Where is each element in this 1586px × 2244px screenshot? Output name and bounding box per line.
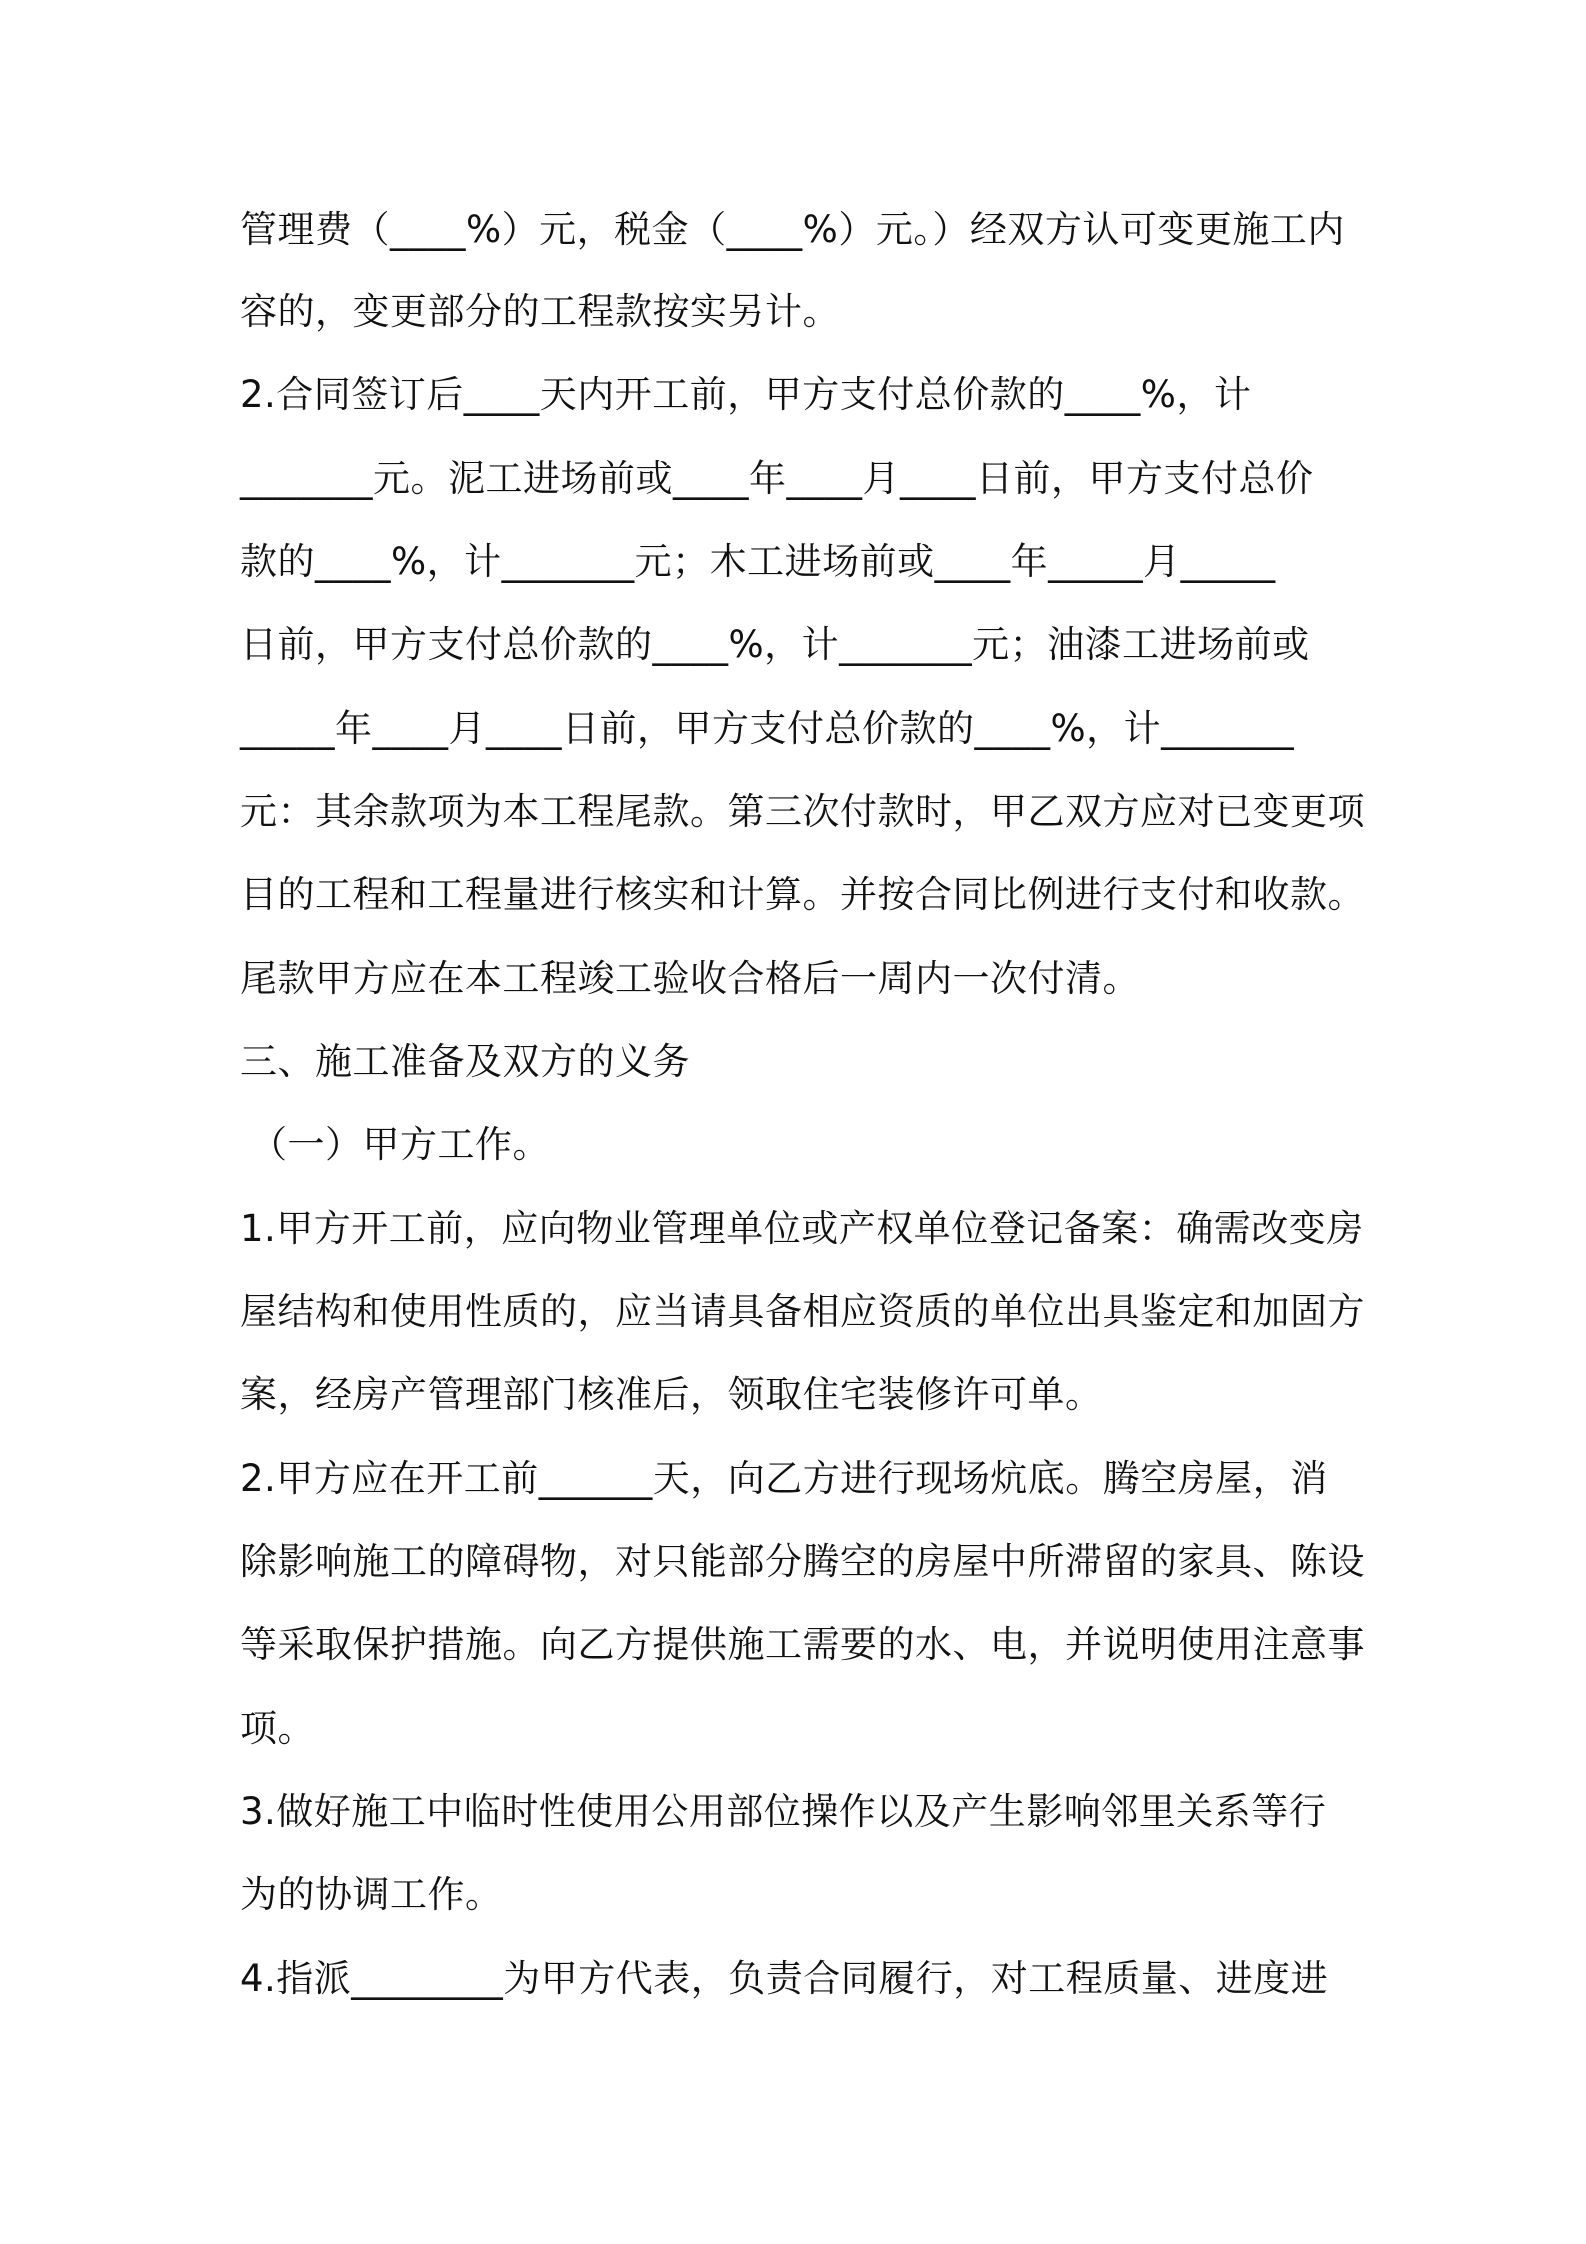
text-line: 为的协调工作。 — [240, 1873, 503, 1916]
text-line: 除影响施工的障碍物，对只能部分腾空的房屋中所滞留的家具、陈设 — [240, 1540, 1365, 1583]
text-line: 目的工程和工程量进行核实和计算。并按合同比例进行支付和收款。 — [240, 873, 1365, 916]
text-line: 尾款甲方应在本工程竣工验收合格后一周内一次付清。 — [240, 957, 1140, 1000]
text-line: 2.甲方应在开工前______天，向乙方进行现场炕底。腾空房屋，消 — [240, 1457, 1328, 1500]
text-line: 4.指派________为甲方代表，负责合同履行，对工程质量、进度进 — [240, 1957, 1329, 2000]
section-heading: 三、施工准备及双方的义务 — [240, 1040, 690, 1083]
text-line: 元：其余款项为本工程尾款。第三次付款时，甲乙双方应对已变更项 — [240, 790, 1365, 833]
text-line: 项。 — [240, 1707, 315, 1750]
text-line: 案，经房产管理部门核准后，领取住宅装修许可单。 — [240, 1373, 1103, 1416]
text-line: 日前，甲方支付总价款的____%，计_______元；油漆工进场前或 — [240, 623, 1310, 666]
text-line: _______元。泥工进场前或____年____月____日前，甲方支付总价 — [240, 457, 1314, 500]
text-line: 1.甲方开工前，应向物业管理单位或产权单位登记备案：确需改变房 — [240, 1207, 1364, 1250]
text-line: 等采取保护措施。向乙方提供施工需要的水、电，并说明使用注意事 — [240, 1623, 1365, 1666]
text-line: 屋结构和使用性质的，应当请具备相应资质的单位出具鉴定和加固方 — [240, 1290, 1365, 1333]
subsection-heading: （一）甲方工作。 — [250, 1123, 550, 1166]
text-line: 2.合同签订后____天内开工前，甲方支付总价款的____%，计 — [240, 373, 1252, 416]
text-line: _____年____月____日前，甲方支付总价款的____%，计_______ — [240, 707, 1295, 750]
text-line: 管理费（____%）元，税金（____%）元。）经双方认可变更施工内 — [240, 208, 1345, 251]
text-line: 3.做好施工中临时性使用公用部位操作以及产生影响邻里关系等行 — [240, 1790, 1327, 1833]
text-line: 容的，变更部分的工程款按实另计。 — [240, 290, 840, 333]
text-line: 款的____%，计_______元；木工进场前或____年_____月_____ — [240, 540, 1276, 583]
